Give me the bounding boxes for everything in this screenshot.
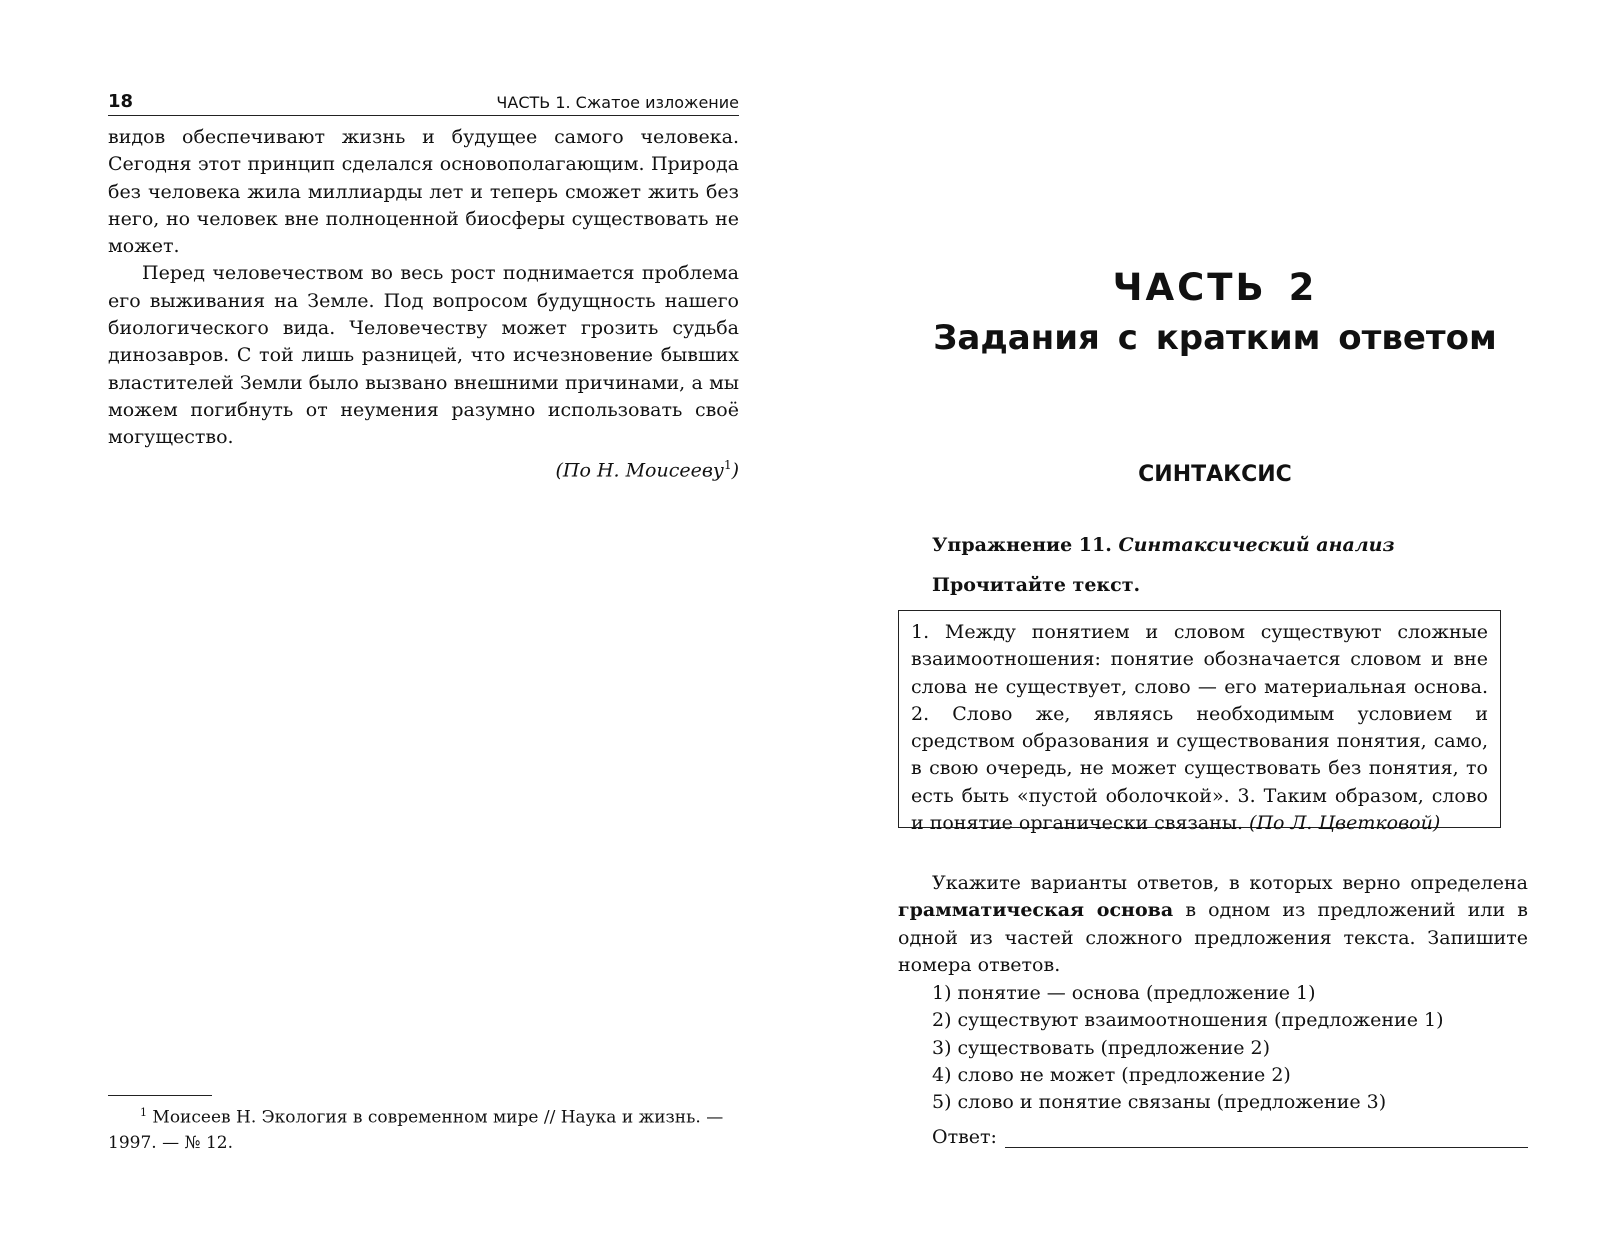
option-1: 1) понятие — основа (предложение 1) [932, 982, 1316, 1004]
exercise-heading [932, 534, 1395, 556]
footnote-number: 1 [140, 1106, 147, 1119]
attribution [108, 452, 739, 485]
attribution-close: ) [731, 458, 739, 481]
paragraph: Перед человечеством во весь рост поднимается проблема его выживания на Земле. Под вопросом будущность нашего биологического вида. Человечеству может грозить судьба динозавров. С той лишь разницей, что исчезновение бывших властителей Земли было вызвано внешними причинами, а мы можем погибнуть от неумения разумно использовать своё могущество. [108, 262, 739, 449]
running-header [108, 86, 739, 116]
part-title: ЧАСТЬ 2 [1112, 266, 1318, 309]
task-text [898, 870, 1528, 979]
exercise-label: Упражнение 11. [932, 534, 1112, 556]
reading-source: (По Л. Цветковой) [1249, 812, 1441, 835]
paragraph-continued: видов обеспечивают жизнь и будущее самого человека. Сегодня этот принцип сделался основополагающим. Природа без человека жила миллиарды лет и теперь сможет жить без него, но человек вне полноценной биосферы существовать не может. [108, 126, 739, 258]
instruction: Прочитайте текст. [932, 574, 1141, 596]
task-bold: грамматическая основа [898, 899, 1174, 922]
body-text [108, 124, 739, 484]
answer-line [1005, 1127, 1528, 1148]
option-5: 5) слово и понятие связаны (предложение 3) [932, 1091, 1387, 1114]
answer-options [932, 980, 1532, 1116]
page-number: 18 [108, 91, 134, 112]
right-page [810, 0, 1620, 1258]
option-3: 3) существовать (предложение 2) [932, 1036, 1271, 1059]
exercise-name: Синтаксический анализ [1118, 534, 1395, 556]
footnote-text-2: 1997. — № 12. [108, 1132, 234, 1153]
task-after: в одном из предложений или в одной из частей сложного предложения текста. Запишите номера ответов. [898, 899, 1528, 976]
answer-row [932, 1126, 1528, 1148]
option-2: 2) существуют взаимоотношения (предложение 1) [932, 1009, 1444, 1032]
footnote-rule [108, 1095, 212, 1096]
footnote-mark: 1 [723, 457, 732, 472]
footnote [108, 1100, 739, 1156]
section-title: СИНТАКСИС [1138, 462, 1292, 487]
task-before: Укажите варианты ответов, в которых верно определена [932, 872, 1528, 894]
reading-text: 1. Между понятием и словом существуют сложные взаимоотношения: понятие обозначается словом и вне слова не существует, слово — его материальная основа. 2. Слово же, являясь необходимым условием и средством образования и существования понятия, само, в свою очередь, не может существовать без понятия, то есть быть «пустой оболочкой». 3. Таким образом, слово и понятие органически связаны. [911, 621, 1488, 835]
part-subtitle: Задания с кратким ответом [933, 318, 1497, 358]
footnote-line [108, 1100, 739, 1131]
attribution-text: (По Н. Моисееву [555, 458, 724, 481]
running-title: ЧАСТЬ 1. Сжатое изложение [496, 93, 739, 112]
answer-label: Ответ: [932, 1126, 997, 1148]
reading-text-box [898, 610, 1501, 835]
footnote-text-1: Моисеев Н. Экология в современном мире // Наука и жизнь. — [152, 1107, 724, 1128]
option-4: 4) слово не может (предложение 2) [932, 1063, 1291, 1086]
